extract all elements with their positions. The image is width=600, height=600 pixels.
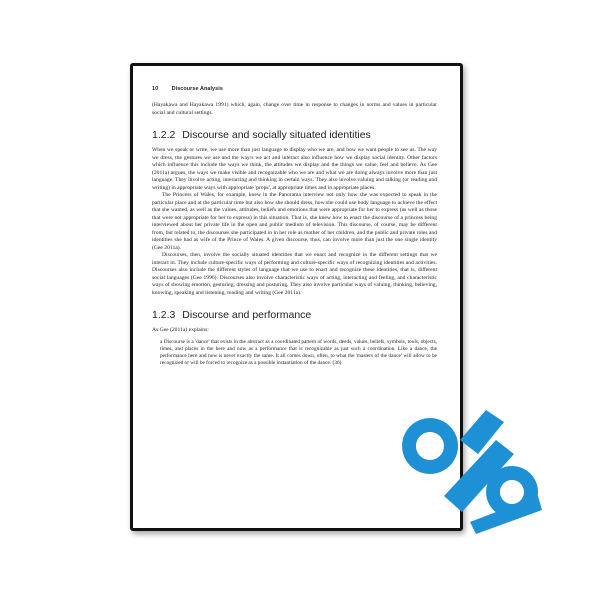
running-head-title: Discourse Analysis: [171, 86, 223, 92]
body-paragraph: Discourses, then, involve the socially situated identities that we enact and recognize in the different settings that we interact in. They include culture-specific ways of performing and culture-specific ways of recognizing identities and activities. Discourses also include the different styles of language that we use to enact and recognize these identities, that is, different social languages (Gee 1996). Discourses also involve characteristic ways of acting, interacting and feeling, and characteristic ways of showing emotion, gesturing, dressing and posturing. They also involve particular ways of valuing, thinking, believing, knowing, speaking and listening, reading and writing (Gee 2011a).: [152, 252, 437, 296]
section-number: 1.2.3: [152, 309, 176, 321]
running-head: [152, 86, 437, 92]
quote-intro: As Gee (2011a) explains:: [152, 327, 209, 333]
section-heading-1-2-3: [152, 309, 437, 321]
page-content: [152, 86, 437, 367]
body-paragraph: The Princess of Wales, for example, knew in the Panorama interview not only how she was expected to speak in the particular place and at the particular time but also how she should dress, how she could use body language to achieve the effect that she wanted, as well as the values, attitudes, beliefs and emotions that were appropriate for her to express (as well as those that were not appropriate for her to express) in this situation. That is, she knew how to enact the discourse of a princess being interviewed about her private life in the open and public medium of television. This discourse, of course, may be different from, but related to, the discourses she participated in in her role as mother of her children, and the public and private roles and identities she had as wife of the Prince of Wales. A given discourse, thus, can involve more than just the one single identity (Gee 2011a).: [152, 192, 437, 251]
section-heading-1-2-2: [152, 129, 437, 141]
body-paragraph: When we speak or write, we use more than just language to display who we are, and how we want people to see us. The way we dress, the gestures we use and the way/s we act and interact also influence how we display social identity. Other factors which influence this include the ways we think, the attitudes we display and the things we value, feel and believe. As Gee (2011a) argues, the ways we make visible and recognizable who we are and what we are doing always involve more than just language. They involve acting, interacting and thinking in certain ways. They also involve valuing and talking (or reading and writing) in appropriate ways with appropriate 'props', at appropriate times and in appropriate places.: [152, 147, 437, 191]
block-quote: a Discourse is a 'dance' that exists in the abstract as a coordinated pattern of words, deeds, values, beliefs, symbols, tools, objects, times, and places in the here and now as a performance that is recognizable as just such a coordination. Like a dance, the performance here and now is never exactly the same. It all comes down, often, to what the 'masters of the dance' will allow to be recognized or will be forced to recognize as a possible instantiation of the dance. (36): [160, 338, 437, 367]
section-title: Discourse and socially situated identities: [182, 129, 371, 141]
section-title: Discourse and performance: [182, 309, 312, 321]
book-page: [130, 63, 463, 531]
opening-paragraph: (Hayakawa and Hayakawa 1991) which, again, change over time in response to changes in norms and values in particular social and cultural settings.: [152, 102, 437, 116]
page-number: 10: [152, 86, 159, 92]
section-number: 1.2.2: [152, 129, 176, 141]
